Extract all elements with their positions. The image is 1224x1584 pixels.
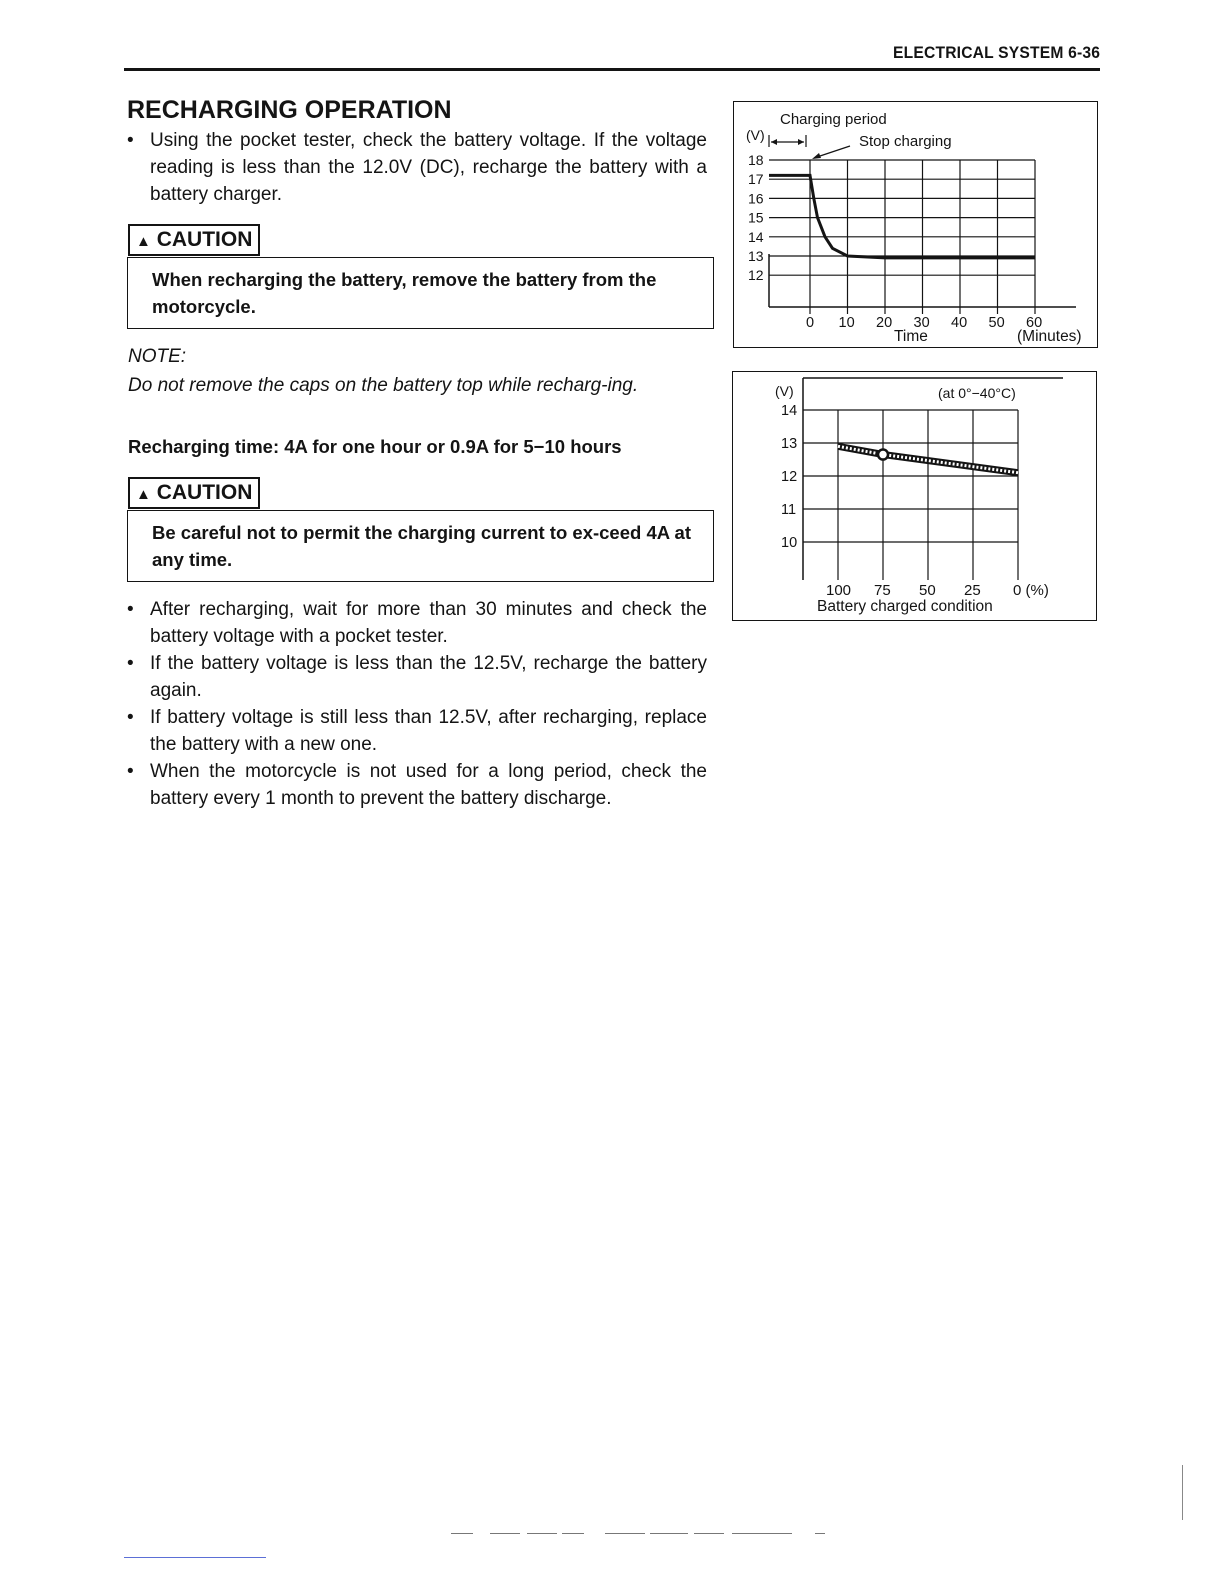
- y-tick-label: 10: [781, 535, 798, 551]
- scan-artifact: [732, 1533, 792, 1534]
- section-title: RECHARGING OPERATION: [127, 96, 452, 124]
- scan-artifact: [451, 1533, 473, 1534]
- charging-voltage-curve: [769, 175, 1035, 258]
- procedure-bullet-list: [127, 596, 707, 812]
- x-tick-label: 30: [913, 315, 930, 331]
- y-tick-label: 18: [748, 152, 764, 168]
- warning-triangle-icon: ▲: [136, 486, 151, 503]
- list-item: [127, 127, 707, 208]
- y-tick-label: 12: [748, 267, 764, 284]
- note-text: Do not remove the caps on the battery top while recharg-ing.: [128, 375, 639, 396]
- bullet-text: When the motorcycle is not used for a long period, check the battery every 1 month to prevent the battery discharge.: [150, 761, 707, 809]
- charging-curve-chart: [733, 101, 1098, 348]
- x-tick-label: 20: [876, 315, 893, 331]
- reference-point-marker: [878, 450, 888, 460]
- y-unit-label: (V): [775, 383, 794, 399]
- x-tick-label: 0 (%): [1013, 582, 1049, 599]
- caution-text-1: When recharging the battery, remove the battery from the motorcycle.: [152, 269, 657, 317]
- temperature-condition-label: (at 0°−40°C): [938, 385, 1016, 401]
- x-tick-label: 75: [874, 582, 891, 599]
- y-tick-label: 14: [781, 403, 798, 419]
- stop-charging-label: Stop charging: [859, 133, 952, 150]
- caution-text-2: Be careful not to permit the charging current to ex-ceed 4A at any time.: [152, 522, 692, 570]
- caution-label-2: [128, 477, 260, 509]
- y-tick-label: 11: [781, 502, 797, 518]
- y-tick-label: 14: [748, 228, 764, 245]
- scan-artifact: [694, 1533, 724, 1534]
- scan-artifact: [1182, 1465, 1183, 1520]
- y-tick-label: 16: [748, 190, 764, 207]
- caution-box-1: [127, 257, 714, 329]
- scan-artifact: [490, 1533, 520, 1534]
- bullet-icon: •: [127, 130, 134, 151]
- y-tick-label: 17: [748, 171, 764, 188]
- x-axis-unit: (Minutes): [1017, 328, 1082, 345]
- scan-artifact: [605, 1533, 645, 1534]
- x-axis-label: Time: [894, 328, 928, 345]
- scan-artifact: [527, 1533, 557, 1534]
- bullet-text: After recharging, wait for more than 30 minutes and check the battery voltage with a pocket tester.: [150, 599, 707, 647]
- caution-label-text: CAUTION: [156, 228, 253, 251]
- page-header: [124, 40, 1100, 71]
- x-tick-label: 100: [826, 582, 852, 599]
- caution-box-2: [127, 510, 714, 582]
- y-tick-label: 13: [781, 436, 798, 452]
- bullet-icon: •: [127, 599, 134, 620]
- bullet-icon: •: [127, 653, 134, 674]
- y-tick-label: 15: [748, 209, 764, 226]
- y-tick-label: 13: [748, 248, 764, 264]
- x-tick-label: 25: [964, 582, 981, 599]
- x-tick-label: 50: [919, 582, 936, 599]
- bullet-text: If the battery voltage is less than the 12.5V, recharge the battery again.: [150, 653, 707, 701]
- scan-artifact: [650, 1533, 688, 1534]
- x-tick-label: 10: [838, 315, 855, 331]
- bullet-text: If battery voltage is still less than 12.5V, after recharging, replace the battery with a new one.: [150, 707, 707, 755]
- y-tick-label: 12: [781, 469, 798, 485]
- header-section-page: ELECTRICAL SYSTEM 6-36: [892, 43, 1100, 62]
- intro-bullet-text: Using the pocket tester, check the battery voltage. If the voltage reading is less than the 12.0V (DC), recharge the battery with a battery charger.: [150, 130, 707, 205]
- x-tick-label: 60: [1026, 315, 1043, 331]
- bullet-icon: •: [127, 707, 134, 728]
- x-tick-label: 0: [806, 315, 815, 331]
- recharging-time-spec: Recharging time: 4A for one hour or 0.9A for 5−10 hours: [128, 436, 622, 457]
- bullet-icon: •: [127, 761, 134, 782]
- x-tick-label: 40: [951, 315, 968, 331]
- intro-bullet-list: [127, 127, 707, 208]
- footer-rule: [124, 1557, 266, 1558]
- scan-artifact: [815, 1533, 825, 1534]
- scan-artifact: [562, 1533, 584, 1534]
- charge-condition-svg: [733, 372, 1096, 620]
- x-axis-label: Battery charged condition: [817, 598, 993, 615]
- x-tick-label: 50: [988, 315, 1005, 331]
- caution-label-1: [128, 224, 260, 256]
- charge-condition-chart: [732, 371, 1097, 621]
- list-item: [127, 650, 707, 704]
- y-unit-label: (V): [746, 127, 765, 143]
- note-label: NOTE:: [128, 346, 187, 367]
- list-item: [127, 758, 707, 812]
- charging-curve-svg: [734, 102, 1097, 347]
- list-item: [127, 704, 707, 758]
- charging-period-label: Charging period: [780, 111, 887, 128]
- caution-label-text: CAUTION: [156, 481, 253, 504]
- warning-triangle-icon: ▲: [136, 233, 151, 250]
- list-item: [127, 596, 707, 650]
